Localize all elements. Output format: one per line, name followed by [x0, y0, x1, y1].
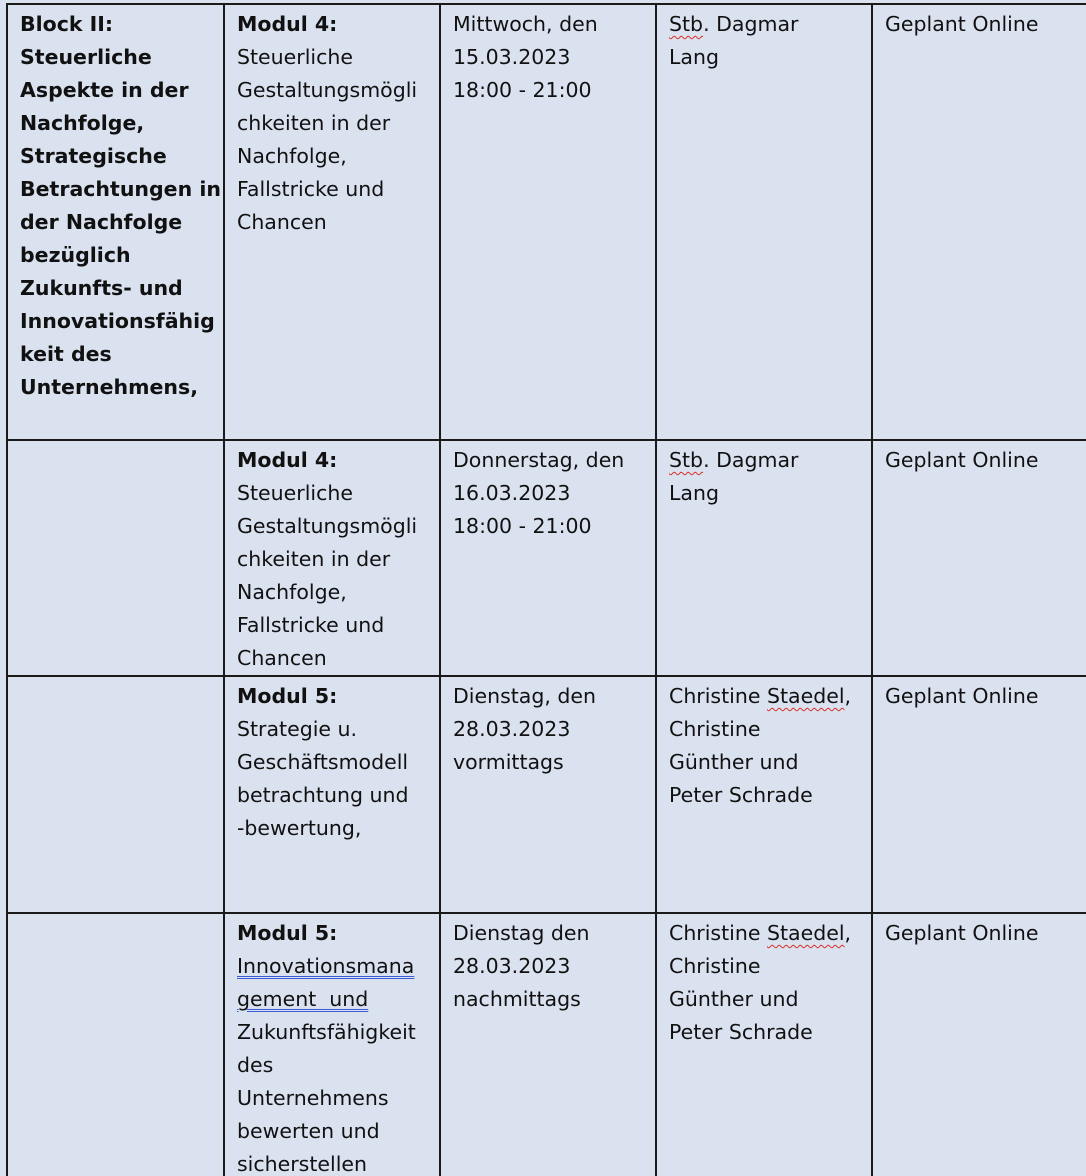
status-cell — [872, 440, 1086, 676]
spellcheck-mark: Stb — [669, 12, 704, 36]
module-desc-line: Gestaltungsmögli — [237, 514, 418, 538]
block-line: Nachfolge, — [20, 111, 145, 135]
status-text: Geplant Online — [885, 12, 1039, 36]
module-desc-line: Chancen — [237, 646, 327, 670]
block-cell — [7, 913, 224, 1176]
module-desc-line: sicherstellen — [237, 1152, 368, 1176]
module-desc-line: Strategie u. — [237, 717, 358, 741]
speaker-line: Christine — [669, 954, 761, 978]
date-cell — [440, 440, 656, 676]
module-desc-line: Steuerliche — [237, 45, 353, 69]
module-desc-line: Fallstricke und — [237, 177, 385, 201]
speaker-line: Lang — [669, 45, 719, 69]
speaker-line: Lang — [669, 481, 719, 505]
module-title: Modul 5: — [237, 684, 338, 708]
status-cell — [872, 913, 1086, 1176]
module-desc-line: -bewertung, — [237, 816, 362, 840]
block-cell — [7, 440, 224, 676]
block-cell — [7, 4, 224, 440]
status-cell — [872, 4, 1086, 440]
date-line: 28.03.2023 — [453, 954, 571, 978]
date-line: Dienstag den — [453, 921, 590, 945]
module-title: Modul 4: — [237, 448, 338, 472]
block-line: keit des — [20, 342, 112, 366]
speaker-cell — [656, 676, 872, 913]
table-row — [7, 4, 1086, 440]
block-line: bezüglich — [20, 243, 131, 267]
date-line: 16.03.2023 — [453, 481, 571, 505]
date-cell — [440, 913, 656, 1176]
status-cell — [872, 676, 1086, 913]
module-desc-line: Chancen — [237, 210, 327, 234]
module-desc-line: Gestaltungsmögli — [237, 78, 418, 102]
module-title: Modul 5: — [237, 921, 338, 945]
module-title: Modul 4: — [237, 12, 338, 36]
block-line: Block II: — [20, 12, 114, 36]
block-line: Betrachtungen in — [20, 177, 221, 201]
module-desc-line — [237, 983, 427, 1016]
status-text: Geplant Online — [885, 448, 1039, 472]
spellcheck-mark: Staedel — [766, 684, 845, 708]
module-desc-line: Nachfolge, — [237, 580, 347, 604]
speaker-line: Günther und — [669, 987, 799, 1011]
module-desc-line: des — [237, 1053, 274, 1077]
date-line: 18:00 - 21:00 — [453, 78, 592, 102]
date-line: Dienstag, den — [453, 684, 597, 708]
speaker-line: Günther und — [669, 750, 799, 774]
module-desc-line: chkeiten in der — [237, 547, 391, 571]
speaker-line: Christine Staedel, — [669, 921, 852, 945]
table-row — [7, 440, 1086, 676]
speaker-line: Stb. Dagmar — [669, 12, 799, 36]
date-line: 15.03.2023 — [453, 45, 571, 69]
module-cell — [224, 4, 440, 440]
date-cell — [440, 676, 656, 913]
speaker-line: Christine — [669, 717, 761, 741]
speaker-cell — [656, 4, 872, 440]
module-desc-line: betrachtung und — [237, 783, 409, 807]
block-line: der Nachfolge — [20, 210, 183, 234]
date-line: 28.03.2023 — [453, 717, 571, 741]
speaker-cell — [656, 913, 872, 1176]
table-row — [7, 676, 1086, 913]
speaker-line: Peter Schrade — [669, 783, 813, 807]
date-cell — [440, 4, 656, 440]
module-desc-underlined: gement und — [237, 987, 369, 1011]
module-desc-line: Geschäftsmodell — [237, 750, 409, 774]
module-desc-line: bewerten und — [237, 1119, 380, 1143]
spellcheck-mark: Staedel — [766, 921, 845, 945]
module-desc-line: Zukunftsfähigkeit — [237, 1020, 416, 1044]
spellcheck-mark: Stb — [669, 448, 704, 472]
table-row — [7, 913, 1086, 1176]
module-cell — [224, 440, 440, 676]
date-line: vormittags — [453, 750, 564, 774]
date-line: Donnerstag, den — [453, 448, 625, 472]
block-line: Innovationsfähig — [20, 309, 215, 333]
schedule-table — [6, 3, 1086, 1176]
block-line: Zukunfts- und — [20, 276, 183, 300]
speaker-line: Stb. Dagmar — [669, 448, 799, 472]
speaker-line: Christine Staedel, — [669, 684, 852, 708]
block-line: Strategische — [20, 144, 167, 168]
module-cell — [224, 676, 440, 913]
date-line: Mittwoch, den — [453, 12, 598, 36]
module-desc-line: Innovationsmana — [237, 954, 415, 978]
module-desc-line: Steuerliche — [237, 481, 353, 505]
module-desc-line: Nachfolge, — [237, 144, 347, 168]
module-desc-line: Unternehmens — [237, 1086, 389, 1110]
block-line: Aspekte in der — [20, 78, 189, 102]
module-desc-line: Fallstricke und — [237, 613, 385, 637]
status-text: Geplant Online — [885, 684, 1039, 708]
block-cell — [7, 676, 224, 913]
speaker-cell — [656, 440, 872, 676]
module-cell — [224, 913, 440, 1176]
date-line: 18:00 - 21:00 — [453, 514, 592, 538]
block-line: Steuerliche — [20, 45, 152, 69]
date-line: nachmittags — [453, 987, 581, 1011]
block-line: Unternehmens, — [20, 375, 198, 399]
status-text: Geplant Online — [885, 921, 1039, 945]
module-desc-line: chkeiten in der — [237, 111, 391, 135]
speaker-line: Peter Schrade — [669, 1020, 813, 1044]
